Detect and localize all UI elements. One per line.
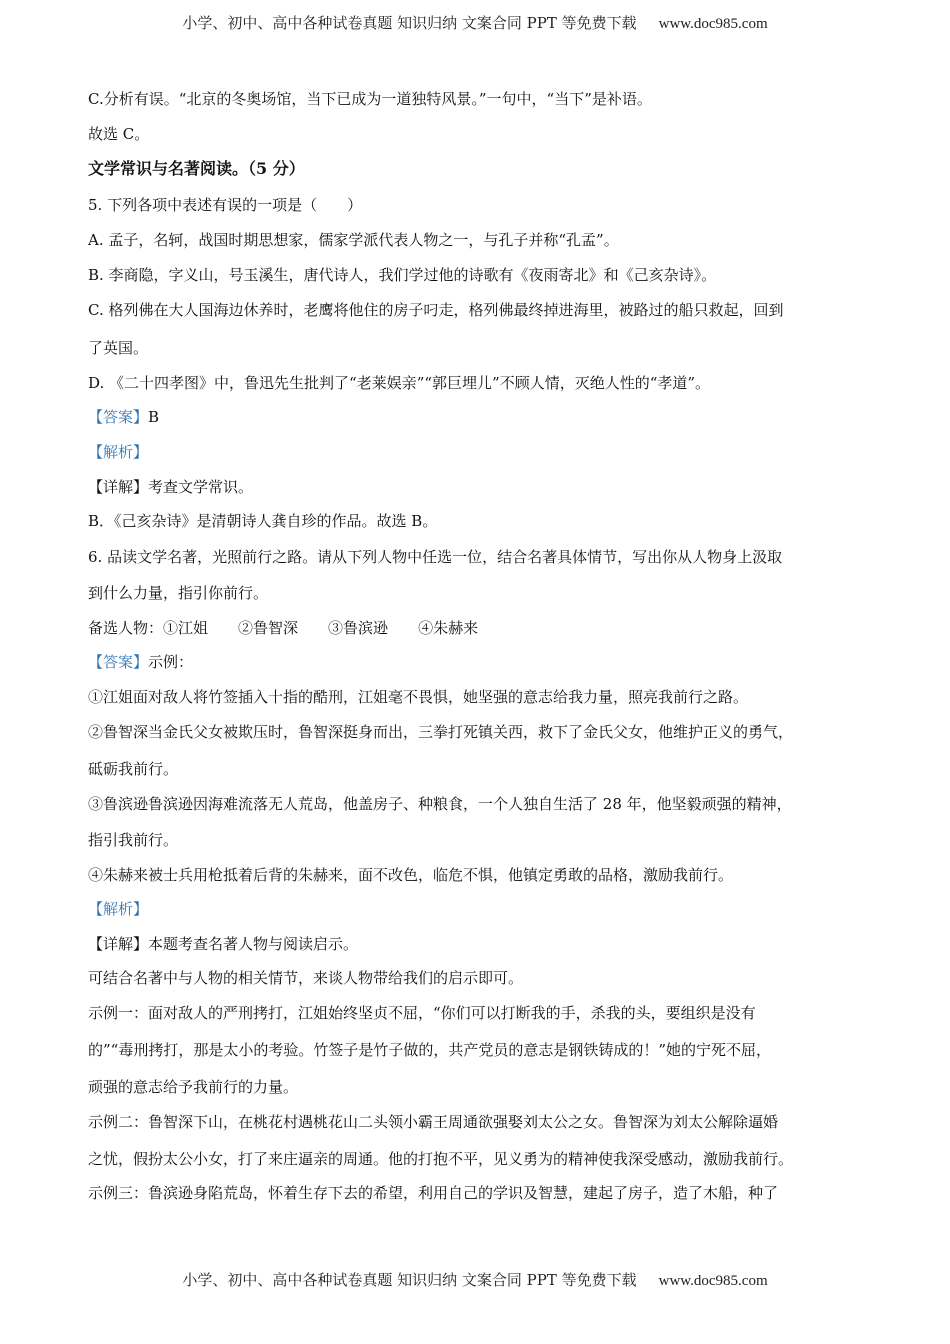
choice-4: ④朱赫来 — [418, 619, 479, 637]
choice-2: ②鲁智深 — [238, 619, 299, 637]
header-url[interactable]: www.doc985.com — [658, 16, 768, 32]
detail-text: 考查文学常识。 — [148, 478, 254, 496]
q6-detail-line-6: 之忧，假扮太公小女，打了来庄逼亲的周通。他的打抱不平，见义勇为的精神使我深受感动，激励我前行。 — [88, 1150, 794, 1168]
prev-conclusion: 故选 C。 — [88, 125, 150, 143]
detail-label: 【详解】 — [88, 935, 149, 953]
q6-answer-3-cont: 指引我前行。 — [88, 831, 179, 849]
page-header — [0, 12, 950, 33]
q5-explanation: B．《己亥杂诗》是清朝诗人龚自珍的作品。故选 B。 — [88, 512, 438, 530]
q6-answer — [88, 651, 193, 673]
detail-label: 【详解】 — [88, 478, 149, 496]
q6-answer-4: ④朱赫来被士兵用枪抵着后背的朱赫来，面不改色，临危不惧，他镇定勇敢的品格，激励我前行。 — [88, 866, 734, 884]
answer-intro: 示例： — [148, 653, 194, 671]
q6-answer-2-cont: 砥砺我前行。 — [88, 760, 179, 778]
q5-answer — [88, 406, 159, 428]
page-footer — [0, 1269, 950, 1290]
q5-analysis-label: 【解析】 — [88, 443, 149, 461]
q6-analysis-label: 【解析】 — [88, 900, 149, 918]
prev-option-c-analysis: C.分析有误。“北京的冬奥场馆，当下已成为一道独特风景。”一句中，“当下”是补语。 — [88, 90, 652, 108]
footer-text: 小学、初中、高中各种试卷真题 知识归纳 文案合同 PPT 等免费下载 — [182, 1271, 637, 1289]
q6-detail — [88, 933, 358, 955]
answer-label: 【答案】 — [88, 408, 149, 426]
answer-label: 【答案】 — [88, 653, 149, 671]
q6-detail-line-5: 示例二：鲁智深下山，在桃花村遇桃花山二头领小霸王周通欲强娶刘太公之女。鲁智深为刘太公解除逼婚 — [88, 1113, 779, 1131]
q6-stem-line-2: 到什么力量，指引你前行。 — [88, 584, 269, 602]
footer-url[interactable]: www.doc985.com — [658, 1273, 768, 1289]
q6-detail-line-7: 示例三：鲁滨逊身陷荒岛，怀着生存下去的希望，利用自己的学识及智慧，建起了房子，造了木船，种了 — [88, 1184, 779, 1202]
choice-1: ①江姐 — [163, 619, 209, 637]
q5-option-c: C. 格列佛在大人国海边休养时，老鹰将他住的房子叼走，格列佛最终掉进海里，被路过的船只救起，回到 — [88, 301, 784, 319]
section-title: 文学常识与名著阅读。（5 分） — [88, 159, 305, 178]
q5-detail — [88, 476, 253, 498]
choices-label: 备选人物： — [88, 619, 164, 637]
q6-detail-line-4: 顽强的意志给予我前行的力量。 — [88, 1078, 299, 1096]
q5-option-c-cont: 了英国。 — [88, 339, 149, 357]
q5-option-d: D. 《二十四孝图》中，鲁迅先生批判了“老莱娱亲”“郭巨埋儿”不顾人情，灭绝人性的“孝道”。 — [88, 374, 711, 392]
q6-detail-line-1: 可结合名著中与人物的相关情节，来谈人物带给我们的启示即可。 — [88, 969, 524, 987]
detail-text: 本题考查名著人物与阅读启示。 — [148, 935, 359, 953]
q6-answer-3: ③鲁滨逊鲁滨逊因海难流落无人荒岛，他盖房子、种粮食，一个人独自生活了 28 年，他坚毅顽强的精神， — [88, 795, 792, 813]
q6-answer-1: ①江姐面对敌人将竹签插入十指的酷刑，江姐毫不畏惧，她坚强的意志给我力量，照亮我前行之路。 — [88, 688, 749, 706]
answer-value: B — [148, 408, 160, 426]
q5-option-b: B. 李商隐，字义山，号玉溪生，唐代诗人，我们学过他的诗歌有《夜雨寄北》和《己亥杂诗》。 — [88, 266, 717, 284]
q5-stem: 5. 下列各项中表述有误的一项是（ ） — [88, 196, 363, 214]
choice-3: ③鲁滨逊 — [328, 619, 389, 637]
q6-choices — [88, 617, 508, 639]
q6-detail-line-2: 示例一：面对敌人的严刑拷打，江姐始终坚贞不屈，“你们可以打断我的手，杀我的头，要组织是没有 — [88, 1004, 756, 1022]
q6-answer-2: ②鲁智深当金氏父女被欺压时，鲁智深挺身而出，三拳打死镇关西，救下了金氏父女，他维护正义的勇气， — [88, 723, 794, 741]
q6-stem-line-1: 6. 品读文学名著，光照前行之路。请从下列人物中任选一位，结合名著具体情节，写出你从人物身上汲取 — [88, 548, 783, 566]
header-text: 小学、初中、高中各种试卷真题 知识归纳 文案合同 PPT 等免费下载 — [182, 14, 637, 32]
q5-option-a: A. 孟子，名轲，战国时期思想家，儒家学派代表人物之一，与孔子并称“孔孟”。 — [88, 231, 619, 249]
q6-detail-line-3: 的”“毒刑拷打，那是太小的考验。竹签子是竹子做的，共产党员的意志是钢铁铸成的！”她的宁死不屈， — [88, 1041, 772, 1059]
